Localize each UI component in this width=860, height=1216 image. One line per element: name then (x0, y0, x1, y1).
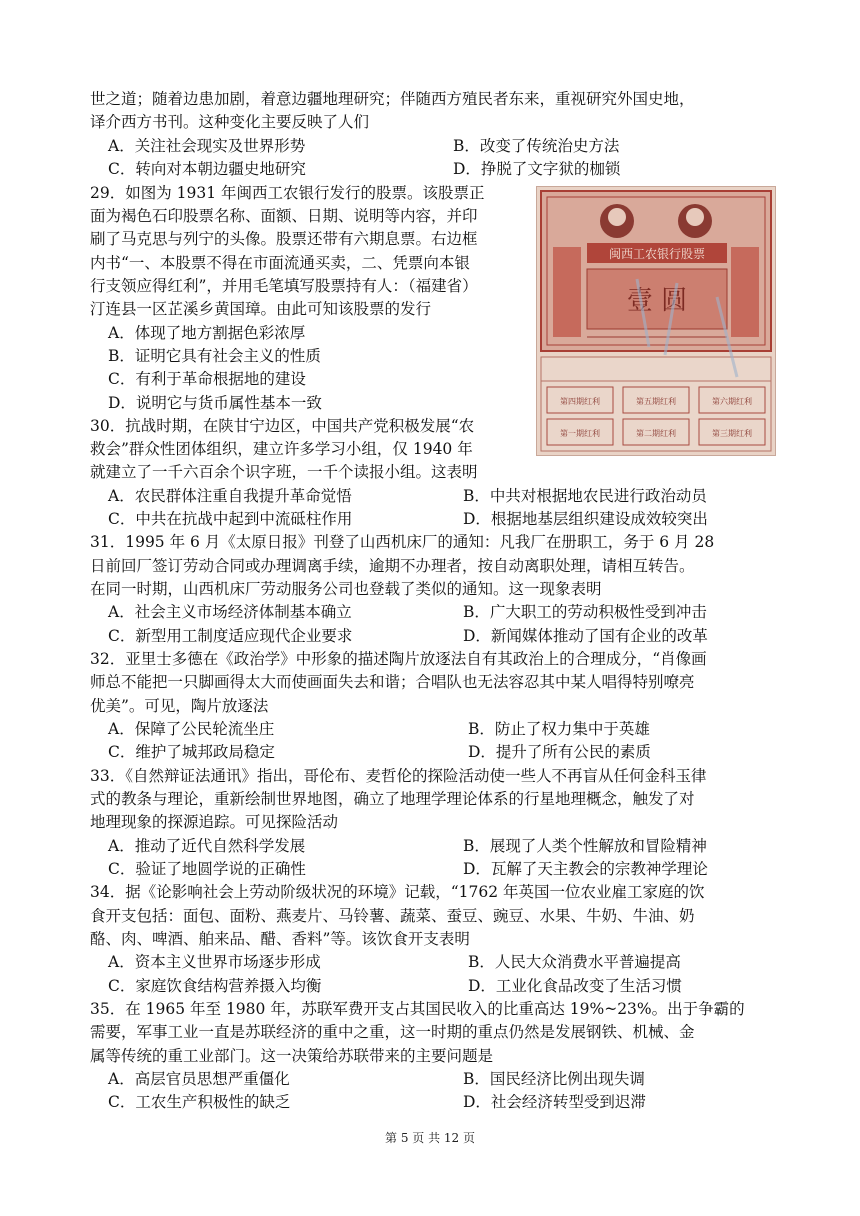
q33-option-a: A．推动了近代自然科学发展 (108, 837, 306, 855)
coupon: 第五期红利 (636, 397, 676, 406)
q30-stem-line: 就建立了一千六百余个识字班，一千个读报小组。这表明 (90, 463, 478, 481)
q30-stem-line: 救会”群众性团体组织，建立许多学习小组，仅 1940 年 (90, 440, 473, 458)
q29-option-d: D．说明它与货币属性基本一致 (108, 394, 322, 412)
q29-stem-line: 内书“一、本股票不得在市面流通买卖，二、凭票向本银 (90, 254, 470, 272)
q28-option-d: D．挣脱了文字狱的枷锁 (453, 160, 621, 178)
q35-stem-line: 属等传统的重工业部门。这一决策给苏联带来的主要问题是 (90, 1047, 494, 1065)
q30-option-b: B．中共对根据地农民进行政治动员 (463, 487, 707, 505)
stock-certificate-drawing (537, 187, 775, 455)
q35-option-d: D．社会经济转型受到迟滞 (463, 1093, 646, 1111)
q28-stem-line: 世之道；随着边患加剧，着意边疆地理研究；伴随西方殖民者东来，重视研究外国史地， (90, 90, 695, 108)
q30-stem-line: 30．抗战时期，在陕甘宁边区，中国共产党积极发展“农 (90, 417, 475, 435)
q33-stem-line: 地理现象的探源追踪。可见探险活动 (90, 813, 339, 831)
q35-option-c: C．工农生产积极性的缺乏 (108, 1093, 291, 1111)
q28-stem-line: 译介西方书刊。这种变化主要反映了人们 (90, 113, 370, 131)
q29-option-b: B．证明它具有社会主义的性质 (108, 347, 321, 365)
q35-option-a: A．高层官员思想严重僵化 (108, 1070, 290, 1088)
coupon: 第一期红利 (560, 429, 600, 438)
q31-stem-line: 日前回厂签订劳动合同或办理调离手续，逾期不办理者，按自动离职处理，请相互转告。 (90, 557, 695, 575)
q32-option-a: A．保障了公民轮流坐庄 (108, 720, 275, 738)
q32-option-b: B．防止了权力集中于英雄 (468, 720, 650, 738)
q29-stem-line: 29．如图为 1931 年闽西工农银行发行的股票。该股票正 (90, 184, 485, 202)
stock-certificate-image (536, 186, 776, 456)
q32-stem-line: 优美”。可见，陶片放逐法 (90, 697, 269, 715)
q33-option-c: C．验证了地圆学说的正确性 (108, 860, 306, 878)
q34-stem-line: 34．据《论影响社会上劳动阶级状况的环境》记载，“1762 年英国一位农业雇工家庭的饮 (90, 883, 705, 901)
q35-stem-line: 需要，军事工业一直是苏联经济的重中之重，这一时期的重点仍然是发展钢铁、机械、金 (90, 1023, 695, 1041)
q28-option-b: B．改变了传统治史方法 (453, 137, 620, 155)
q34-stem-line: 酪、肉、啤酒、舶来品、醋、香料”等。该饮食开支表明 (90, 930, 470, 948)
q35-stem-line: 35．在 1965 年至 1980 年，苏联军费开支占其国民收入的比重高达 19%~23%。出于争霸的 (90, 1000, 745, 1018)
q30-option-d: D．根据地基层组织建设成效较突出 (463, 510, 708, 528)
q34-stem-line: 食开支包括：面包、面粉、燕麦片、马铃薯、蔬菜、蚕豆、豌豆、水果、牛奶、牛油、奶 (90, 907, 695, 925)
q28-option-a: A．关注社会现实及世界形势 (108, 137, 306, 155)
q34-option-b: B．人民大众消费水平普遍提高 (468, 953, 681, 971)
coupon: 第二期红利 (636, 429, 676, 438)
page-footer: 第 5 页 共 12 页 (385, 1131, 475, 1145)
q31-option-c: C．新型用工制度适应现代企业要求 (108, 627, 353, 645)
q29-stem-line: 行支领应得红利”，并用毛笔填写股票持有人：（福建省） (90, 277, 478, 295)
coupon: 第四期红利 (560, 397, 600, 406)
q31-stem-line: 31．1995 年 6 月《太原日报》刊登了山西机床厂的通知：凡我厂在册职工，务于 6 月 28 (90, 533, 715, 551)
q29-stem-line: 刷了马克思与列宁的头像。股票还带有六期息票。右边框 (90, 230, 478, 248)
q31-option-b: B．广大职工的劳动积极性受到冲击 (463, 603, 707, 621)
coupon: 第六期红利 (712, 397, 752, 406)
q35-option-b: B．国民经济比例出现失调 (463, 1070, 645, 1088)
q30-option-c: C．中共在抗战中起到中流砥柱作用 (108, 510, 353, 528)
q28-option-c: C．转向对本朝边疆史地研究 (108, 160, 306, 178)
q32-stem-line: 32．亚里士多德在《政治学》中形象的描述陶片放逐法自有其政治上的合理成分，“肖像画 (90, 650, 707, 668)
q31-option-d: D．新闻媒体推动了国有企业的改革 (463, 627, 708, 645)
coupon: 第三期红利 (712, 429, 752, 438)
stock-title: 闽西工农银行股票 (608, 247, 706, 261)
q33-option-d: D．瓦解了天主教会的宗教神学理论 (463, 860, 708, 878)
q30-option-a: A．农民群体注重自我提升革命觉悟 (108, 487, 352, 505)
q33-option-b: B．展现了人类个性解放和冒险精神 (463, 837, 707, 855)
q32-stem-line: 师总不能把一只脚画得太大而使画面失去和谐；合唱队也无法容忍其中某人唱得特别嘹亮 (90, 673, 695, 691)
q29-option-a: A．体现了地方割据色彩浓厚 (108, 324, 306, 342)
q29-option-c: C．有利于革命根据地的建设 (108, 370, 306, 388)
q34-option-a: A．资本主义世界市场逐步形成 (108, 953, 321, 971)
q31-stem-line: 在同一时期，山西机床厂劳动服务公司也登载了类似的通知。这一现象表明 (90, 580, 602, 598)
q33-stem-line: 式的教条与理论，重新绘制世界地图，确立了地理学理论体系的行星地理概念，触发了对 (90, 790, 695, 808)
q33-stem-line: 33．《自然辩证法通讯》指出，哥伦布、麦哲伦的探险活动使一些人不再盲从任何金科玉律 (90, 767, 707, 785)
q34-option-d: D．工业化食品改变了生活习惯 (468, 977, 682, 995)
q34-option-c: C．家庭饮食结构营养摄入均衡 (108, 977, 322, 995)
q29-stem-line: 面为褐色石印股票名称、面额、日期、说明等内容，并印 (90, 207, 478, 225)
q31-option-a: A．社会主义市场经济体制基本确立 (108, 603, 352, 621)
q32-option-d: D．提升了所有公民的素质 (468, 743, 651, 761)
stock-denomination: 壹 圆 (626, 286, 688, 316)
q32-option-c: C．维护了城邦政局稳定 (108, 743, 275, 761)
q29-stem-line: 汀连县一区芷溪乡黄国璋。由此可知该股票的发行 (90, 300, 432, 318)
